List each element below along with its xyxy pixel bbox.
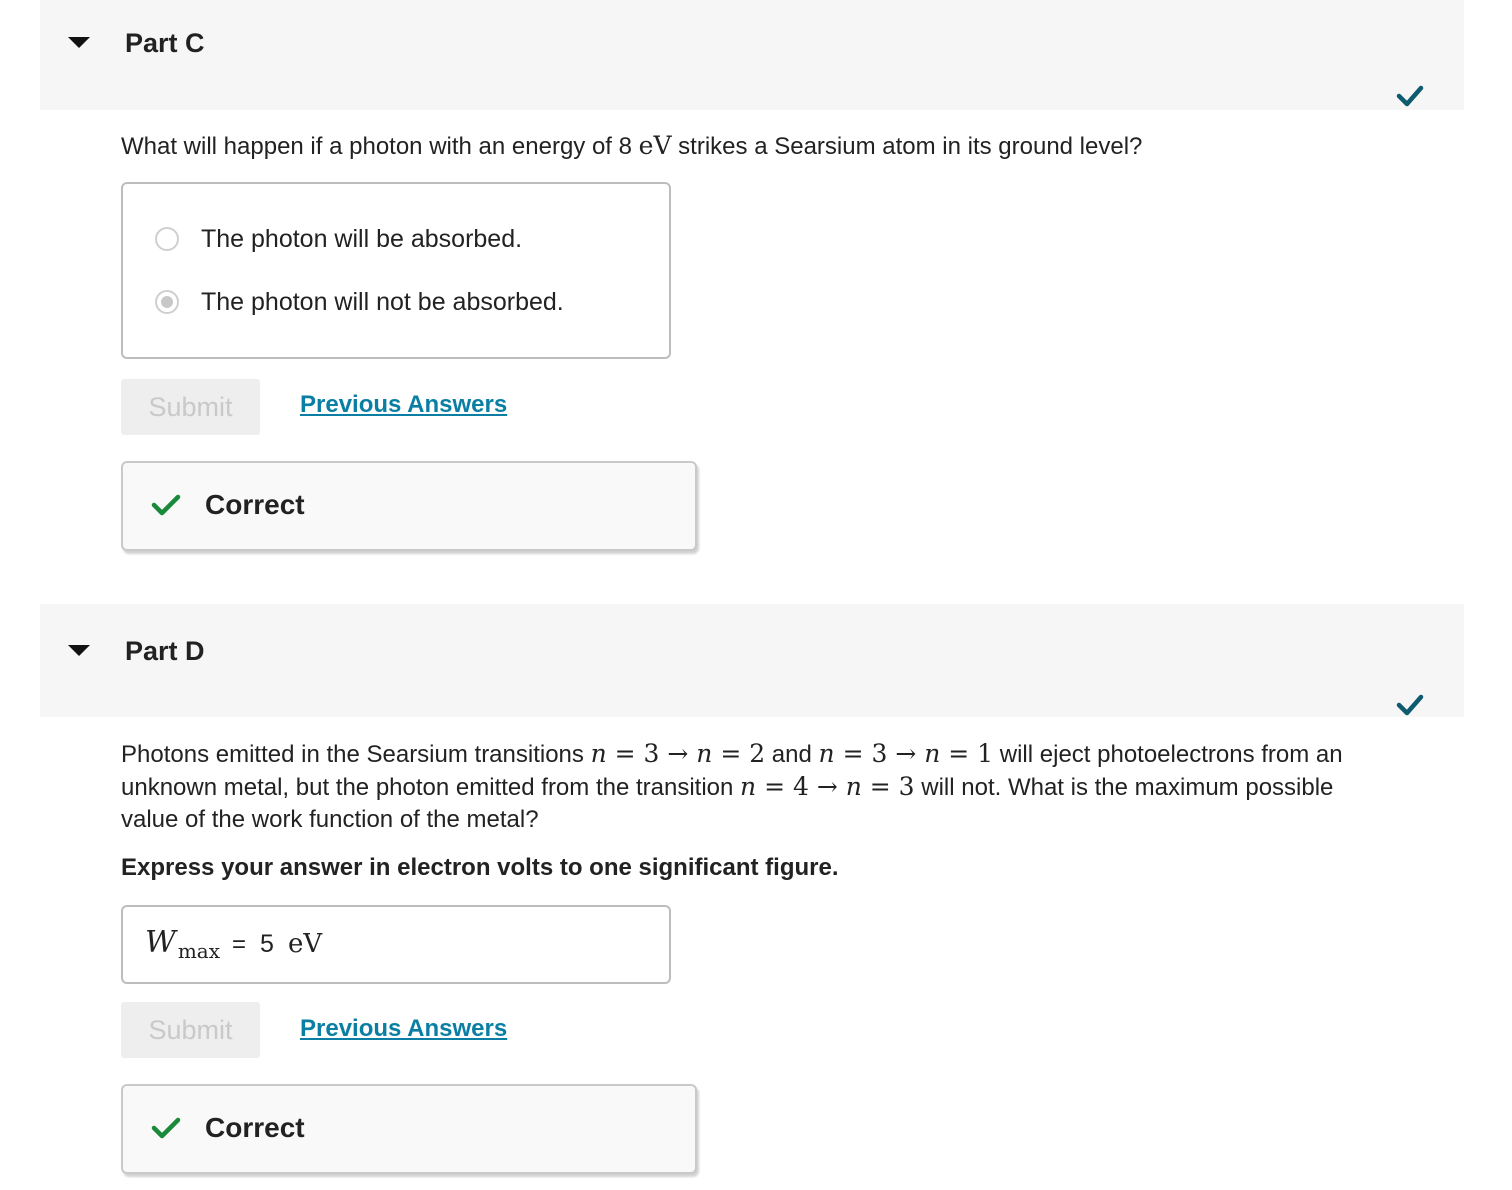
part-d-header[interactable] bbox=[40, 604, 1464, 717]
answer-subscript: max bbox=[177, 939, 221, 963]
part-c-title: Part C bbox=[125, 28, 205, 58]
feedback-label: Correct bbox=[205, 489, 305, 520]
answer-value: 5 bbox=[260, 930, 274, 958]
collapse-caret-icon[interactable] bbox=[68, 37, 90, 48]
choice-absorbed[interactable]: The photon will be absorbed. bbox=[155, 222, 522, 256]
radio-button-selected[interactable] bbox=[155, 290, 179, 314]
part-d-question: Photons emitted in the Searsium transitions n = 3 → n = 2 and n = 3 → n = 1 will eject photoelectrons from an unknown metal, but the photon emitted from the transition n = 4 → n = 3 will not. What is the maximum possible value of the work function of the metal? bbox=[121, 739, 1343, 833]
submit-button[interactable]: Submit bbox=[121, 379, 260, 435]
collapse-caret-icon[interactable] bbox=[68, 645, 90, 656]
feedback-label: Correct bbox=[205, 1112, 305, 1143]
part-d-title: Part D bbox=[125, 636, 205, 666]
checkmark-icon bbox=[1396, 84, 1424, 108]
choice-not-absorbed[interactable]: The photon will not be absorbed. bbox=[155, 285, 564, 319]
answer-instruction: Express your answer in electron volts to one significant figure. bbox=[121, 854, 839, 881]
check-icon bbox=[151, 493, 181, 517]
checkmark-icon bbox=[1396, 693, 1424, 717]
answer-variable: W bbox=[145, 925, 176, 960]
radio-button[interactable] bbox=[155, 227, 179, 251]
answer-choices bbox=[121, 182, 671, 359]
previous-answers-link[interactable]: Previous Answers bbox=[300, 391, 508, 418]
feedback-correct bbox=[121, 1084, 697, 1174]
check-icon bbox=[151, 1116, 181, 1140]
answer-display[interactable] bbox=[121, 905, 671, 984]
part-c-question: What will happen if a photon with an energy of 8 eV strikes a Searsium atom in its ground level? bbox=[121, 131, 1143, 160]
part-c-header[interactable] bbox=[40, 0, 1464, 110]
previous-answers-link[interactable]: Previous Answers bbox=[300, 1015, 508, 1042]
answer-equals: = bbox=[232, 931, 247, 958]
answer-unit: eV bbox=[287, 929, 323, 959]
feedback-correct bbox=[121, 461, 697, 551]
submit-button[interactable]: Submit bbox=[121, 1002, 260, 1058]
